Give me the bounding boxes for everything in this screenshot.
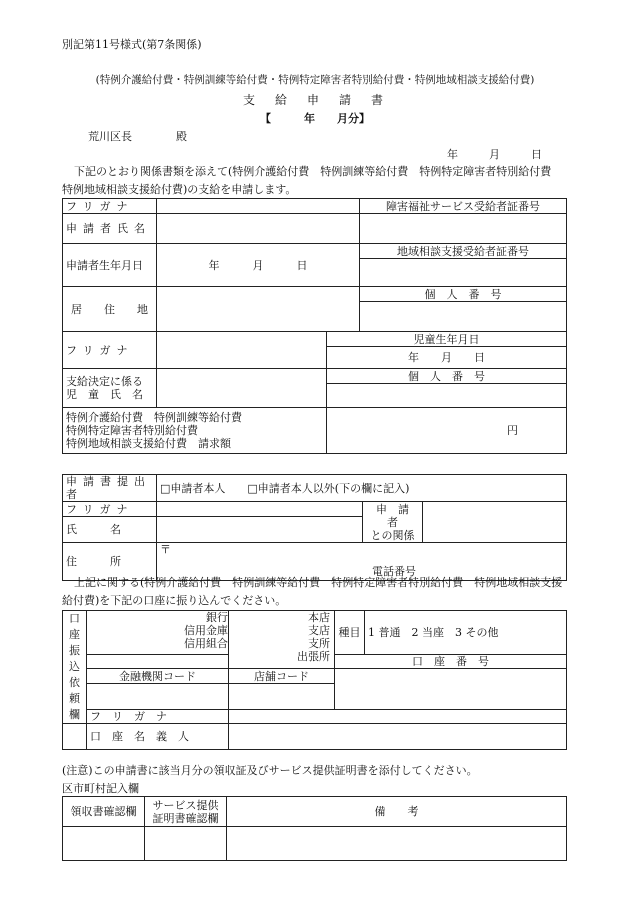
child-my-number-boxes[interactable] — [327, 384, 567, 408]
child-name-label — [63, 369, 157, 408]
side-char: 込 — [69, 660, 80, 673]
relation-label — [363, 502, 423, 543]
postal-mark: 〒 — [160, 543, 171, 556]
phone-label: 電話番号 — [372, 565, 417, 578]
account-no-label: 口 座 番 号 — [335, 655, 567, 669]
institution-field[interactable] — [87, 611, 229, 655]
child-my-number-label: 個 人 番 号 — [327, 369, 567, 384]
relation-field[interactable] — [423, 502, 567, 543]
inst-type-bank: 銀行 — [206, 611, 228, 624]
cert-no2-label: 地域相談支援受給者証番号 — [360, 244, 567, 259]
branch-field[interactable] — [229, 611, 335, 669]
cert-no2-boxes[interactable] — [360, 259, 567, 287]
branch-type-agency: 出張所 — [297, 650, 330, 663]
submitter-label: 申請書提出者 — [63, 475, 157, 502]
child-birth-field[interactable]: 年 月 日 — [327, 347, 567, 369]
furigana-label: フリガナ — [63, 199, 157, 214]
child-furigana-field[interactable] — [157, 332, 327, 369]
claim-label-line1: 特例介護給付費 特例訓練等給付費 — [66, 411, 242, 424]
applicant-table — [62, 198, 567, 454]
holder-name-field[interactable] — [229, 724, 567, 750]
claim-label — [63, 408, 327, 454]
intro-text: 下記のとおり関係書類を添えて(特例介護給付費 特例訓練等給付費 特例特定障害者特別給付費 特例地域相談支援給付費)の支給を申請します。 — [62, 165, 563, 196]
branch-type-branch: 支店 — [308, 624, 330, 637]
relation-label-line1: 申 請 者 — [376, 502, 420, 529]
addressee: 荒川区長 殿 — [88, 130, 187, 143]
child-name-label-line2: 児 童 氏 名 — [66, 388, 143, 401]
child-name-field[interactable] — [157, 369, 327, 408]
side-char: 口 — [69, 612, 80, 625]
cert-no-boxes[interactable] — [360, 214, 567, 244]
side-label-bottom — [63, 724, 87, 750]
residence-field[interactable] — [157, 287, 360, 332]
cert-no-label: 障害福祉サービス受給者証番号 — [360, 199, 567, 214]
branch-type-office: 支所 — [308, 637, 330, 650]
child-name-label-line1: 支給決定に係る — [66, 375, 143, 388]
receipt-label: 領収書確認欄 — [63, 797, 145, 827]
inst-type-shinkin: 信用金庫 — [184, 624, 228, 637]
remarks-field[interactable] — [227, 827, 567, 861]
applicant-name-label: 申請者氏名 — [63, 214, 157, 244]
submitter-table — [62, 474, 567, 581]
opt-other-checkbox[interactable]: □申請者本人以外(下の欄に記入) — [247, 481, 410, 495]
institution-field-bottom — [87, 655, 229, 669]
side-char: 欄 — [69, 708, 80, 721]
claim-label-line2: 特例特定障害者特別給付費 — [66, 424, 198, 437]
application-date: 年 月 日 — [447, 148, 545, 161]
side-char: 依 — [69, 676, 80, 689]
service-cert-label — [145, 797, 227, 827]
applicant-birth-field[interactable]: 年 月 日 — [157, 244, 360, 287]
submitter-name-field[interactable] — [157, 517, 363, 543]
furigana-field[interactable] — [157, 199, 360, 214]
relation-label-line2: との関係 — [370, 528, 415, 542]
side-char: 頼 — [69, 692, 80, 705]
form-title: 支 給 申 請 書 — [242, 93, 387, 107]
residence-label: 居 住 地 — [63, 287, 157, 332]
submitter-name-label: 氏 名 — [63, 517, 157, 543]
my-number-boxes[interactable] — [360, 302, 567, 332]
opt-self-checkbox[interactable]: □申請者本人 — [160, 481, 226, 495]
claim-label-line3: 特例地域相談支援給付費 請求額 — [66, 437, 231, 450]
side-char: 振 — [69, 644, 80, 657]
period: 【 年 月分】 — [260, 112, 370, 125]
attachment-note: (注意)この申請書に該当月分の領収証及びサービス提供証明書を添付してください。 — [62, 764, 478, 777]
side-char: 座 — [69, 628, 80, 641]
yen-unit: 円 — [507, 424, 518, 437]
branch-code-boxes[interactable] — [229, 684, 335, 710]
office-table — [62, 796, 567, 861]
receipt-field[interactable] — [63, 827, 145, 861]
branch-code-label: 店舗コード — [229, 669, 335, 684]
holder-furigana-label: フ リ ガ ナ — [87, 710, 229, 724]
service-cert-line2: 証明書確認欄 — [152, 811, 219, 825]
bank-side-label — [63, 611, 87, 724]
service-cert-line1: サービス提供 — [152, 798, 219, 812]
branch-type-main: 本店 — [308, 611, 330, 624]
form-subtitle: (特例介護給付費・特例訓練等給付費・特例特定障害者特別給付費・特例地域相談支援給付費) — [95, 74, 535, 86]
holder-furigana-field[interactable] — [229, 710, 567, 724]
child-furigana-label: フリガナ — [63, 332, 157, 369]
service-cert-field[interactable] — [145, 827, 227, 861]
my-number-label: 個 人 番 号 — [360, 287, 567, 302]
claim-amount-field[interactable] — [327, 408, 567, 454]
applicant-birth-label: 申請者生年月日 — [63, 244, 157, 287]
submitter-furigana-field[interactable] — [157, 502, 363, 517]
bank-table — [62, 610, 567, 750]
inst-code-boxes[interactable] — [87, 684, 229, 710]
remarks-label: 備 考 — [227, 797, 567, 827]
submitter-furigana-label: フリガナ — [63, 502, 157, 517]
bank-intro: 上記に関する(特例介護給付費 特例訓練等給付費 特例特定障害者特別給付費 特例地域相談支援給付費)を下記の口座に振り込んでください。 — [62, 576, 563, 607]
inst-code-label: 金融機関コード — [87, 669, 229, 684]
submitter-options[interactable] — [157, 475, 567, 502]
inst-type-kumiai: 信用組合 — [184, 637, 228, 650]
kind-options[interactable]: 1 普通 2 当座 3 その他 — [365, 611, 567, 655]
office-title: 区市町村記入欄 — [62, 782, 139, 795]
account-no-boxes[interactable] — [335, 669, 567, 710]
child-birth-label: 児童生年月日 — [327, 332, 567, 347]
form-number: 別記第11号様式(第7条関係) — [62, 38, 202, 51]
holder-name-label: 口 座 名 義 人 — [87, 724, 229, 750]
submitter-address-label: 住 所 — [63, 543, 157, 581]
applicant-name-field[interactable] — [157, 214, 360, 244]
kind-label: 種目 — [335, 611, 365, 655]
